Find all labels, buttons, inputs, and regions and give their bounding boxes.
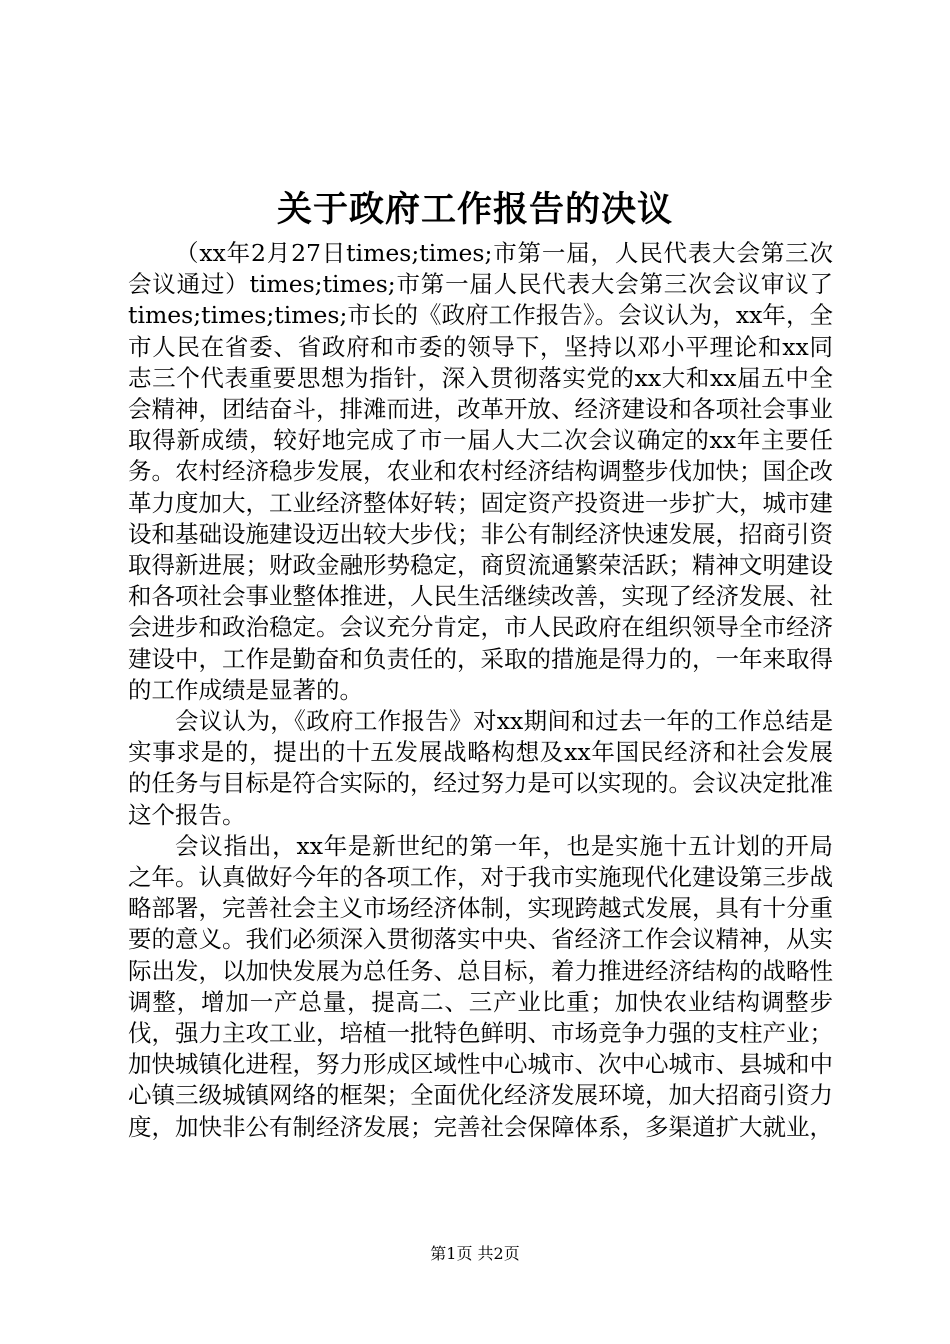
page-indicator: 第1页 共2页 <box>430 1244 520 1263</box>
paragraph-report-approval: 会议认为，《政府工作报告》对xx期间和过去一年的工作总结是实事求是的，提出的十五发展战略构想及xx年国民经济和社会发展的任务与目标是符合实际的，经过努力是可以实现的。会议决定批准这个报告。 <box>128 707 833 829</box>
document-title: 关于政府工作报告的决议 <box>276 189 673 230</box>
paragraph-tasks: 会议指出，xx年是新世纪的第一年，也是实施十五计划的开局之年。认真做好今年的各项工作，对于我市实施现代化建设第三步战略部署，完善社会主义市场经济体制，实现跨越式发展，具有十分重要的意义。我们必须深入贯彻落实中央、省经济工作会议精神，从实际出发，以加快发展为总任务、总目标，着力推进经济结构的战略性调整，增加一产总量，提高二、三产业比重；加快农业结构调整步伐，强力主攻工业，培植一批特色鲜明、市场竞争力强的支柱产业；加快城镇化进程，努力形成区域性中心城市、次中心城市、县城和中心镇三级城镇网络的框架；全面优化经济发展环境，加大招商引资力度，加快非公有制经济发展；完善社会保障体系，多渠道扩大就业， <box>128 831 833 1141</box>
document-body <box>128 238 833 1143</box>
paragraph-resolution-intro: （xx年2月27日times;times;市第一届，人民代表大会第三次会议通过）times;times;市第一届人民代表大会第三次会议审议了times;times;times;市长的《政府工作报告》。会议认为，xx年，全市人民在省委、省政府和市委的领导下，坚持以邓小平理论和xx同志三个代表重要思想为指针，深入贯彻落实党的xx大和xx届五中全会精神，团结奋斗，排滩而进，改革开放、经济建设和各项社会事业取得新成绩，较好地完成了市一届人大二次会议确定的xx年主要任务。农村经济稳步发展，农业和农村经济结构调整步伐加快；国企改革力度加大，工业经济整体好转；固定资产投资进一步扩大，城市建设和基础设施建设迈出较大步伐；非公有制经济快速发展，招商引资取得新进展；财政金融形势稳定，商贸流通繁荣活跃；精神文明建设和各项社会事业整体推进，人民生活继续改善，实现了经济发展、社会进步和政治稳定。会议充分肯定，市人民政府在组织领导全市经济建设中，工作是勤奋和负责任的，采取的措施是得力的，一年来取得的工作成绩是显著的。 <box>128 239 833 704</box>
